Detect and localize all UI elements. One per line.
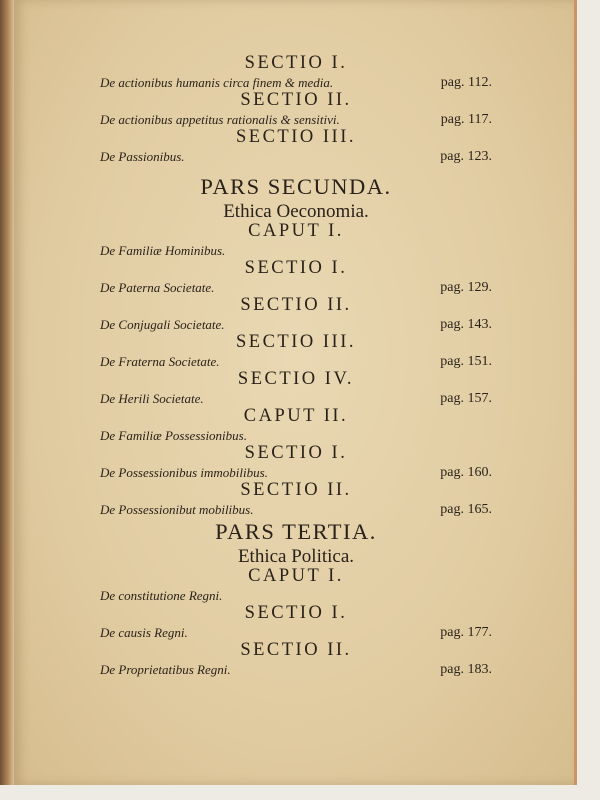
section-heading: SECTIO III. (236, 127, 356, 147)
entry-title: De Paterna Societate. (100, 280, 215, 295)
toc-entry (100, 426, 492, 444)
page-reference: pag. 177. (440, 625, 492, 640)
toc-entry (100, 500, 492, 518)
section-heading: SECTIO I. (244, 258, 348, 278)
section-heading: SECTIO II. (240, 295, 352, 315)
entry-title: De actionibus appetitus rationalis & sensitivi. (100, 112, 340, 127)
entry-title: De Proprietatibus Regni. (100, 662, 231, 677)
table-of-contents (100, 54, 492, 678)
section-heading: SECTIO I. (244, 53, 348, 73)
section-heading: SECTIO IV. (237, 369, 355, 389)
toc-entry (100, 389, 492, 407)
page-reference: pag. 183. (440, 662, 492, 677)
section-heading: CAPUT I. (248, 566, 344, 586)
entry-title: De Fraterna Societate. (100, 354, 220, 369)
toc-entry (100, 586, 492, 604)
entry-title: De causis Regni. (100, 625, 188, 640)
toc-entry (100, 352, 492, 370)
toc-entry (100, 241, 492, 259)
toc-entry (100, 660, 492, 678)
entry-title: De Possessionibut mobilibus. (100, 502, 254, 517)
toc-entry (100, 463, 492, 481)
section-heading: SECTIO II. (240, 90, 352, 110)
page-reference: pag. 143. (440, 317, 492, 332)
page-reference: pag. 112. (440, 75, 492, 90)
entry-title: De Familiæ Hominibus. (100, 243, 226, 258)
page-reference: pag. 165. (440, 502, 492, 517)
toc-entry (100, 315, 492, 333)
section-heading: CAPUT I. (248, 221, 344, 241)
part-heading: PARS SECUNDA. (200, 174, 392, 199)
page-reference: pag. 129. (440, 280, 492, 295)
entry-title: De actionibus humanis circa finem & media. (100, 75, 334, 90)
section-heading: SECTIO II. (240, 480, 352, 500)
entry-title: De Herili Societate. (100, 391, 204, 406)
part-heading: PARS TERTIA. (215, 519, 377, 544)
section-heading: SECTIO I. (244, 443, 348, 463)
entry-title: De Familiæ Possessionibus. (100, 428, 247, 443)
entry-title: De Possessionibus immobilibus. (100, 465, 268, 480)
section-heading: CAPUT II. (243, 406, 349, 426)
entry-title: De Conjugali Societate. (100, 317, 225, 332)
toc-entry (100, 278, 492, 296)
book-page (14, 0, 577, 785)
page-reference: pag. 151. (440, 354, 492, 369)
page-reference: pag. 157. (440, 391, 492, 406)
part-subtitle: Ethica Politica. (237, 546, 355, 567)
book-gutter (0, 0, 14, 785)
toc-entry (100, 623, 492, 641)
entry-title: De constitutione Regni. (100, 588, 223, 603)
section-heading: SECTIO III. (236, 332, 356, 352)
section-heading: SECTIO II. (240, 640, 352, 660)
page-reference: pag. 123. (440, 149, 492, 164)
spacer (100, 165, 492, 173)
toc-entry (100, 147, 492, 165)
page-reference: pag. 117. (440, 112, 492, 127)
toc-entry (100, 110, 492, 128)
page-reference: pag. 160. (440, 465, 492, 480)
section-heading: SECTIO I. (244, 603, 348, 623)
entry-title: De Passionibus. (100, 149, 185, 164)
part-subtitle: Ethica Oeconomia. (223, 201, 369, 222)
toc-entry (100, 73, 492, 91)
